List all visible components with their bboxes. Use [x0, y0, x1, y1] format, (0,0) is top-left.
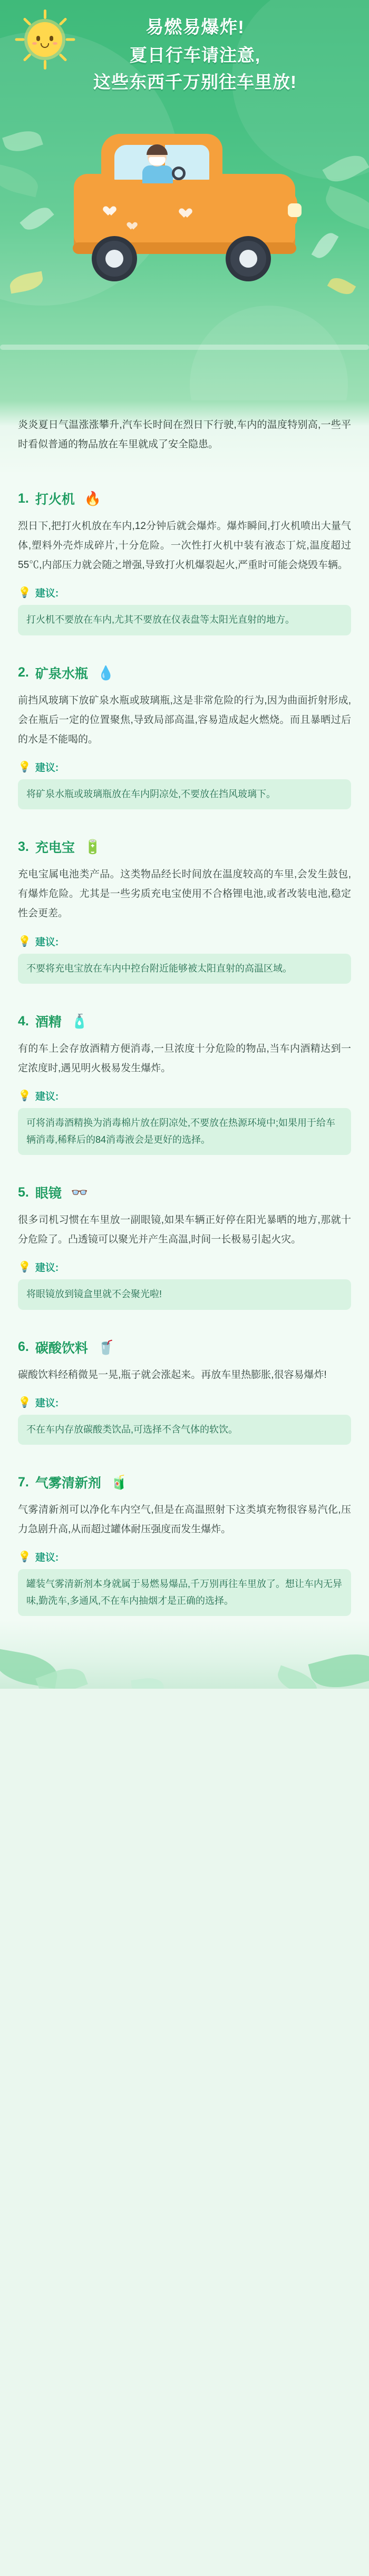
- air-freshener-icon: 🧃: [110, 1474, 128, 1491]
- sections-container: [0, 472, 369, 1620]
- advice-text: 将眼镜放到镜盒里就不会聚光啦!: [18, 1279, 351, 1310]
- section-header: [18, 837, 351, 856]
- section-title: 酒精: [35, 1015, 62, 1030]
- section-header: [18, 489, 351, 508]
- leaf-decoration: [131, 1676, 164, 1689]
- section-number: 4.: [18, 1013, 29, 1029]
- intro-text: 炎炎夏日气温涨涨攀升,汽车长时间在烈日下行驶,车内的温度特别高,一些平时看似普通的物品放在车里就成了安全隐患。: [18, 419, 351, 450]
- advice-block: [18, 934, 351, 984]
- section-number: 3.: [18, 839, 29, 854]
- advice-label: 建议:: [35, 1091, 59, 1103]
- face-mask-icon: [149, 157, 166, 165]
- section-header: [18, 1012, 351, 1031]
- advice-block: [18, 1260, 351, 1310]
- section-4: [0, 998, 369, 1169]
- advice-text: 打火机不要放在车内,尤其不要放在仪表盘等太阳光直射的地方。: [18, 605, 351, 635]
- glasses-icon: 👓: [71, 1184, 89, 1201]
- advice-label: 建议:: [35, 1552, 59, 1564]
- advice-text: 不在车内存放碳酸类饮品,可选择不含气体的软饮。: [18, 1415, 351, 1445]
- advice-label: 建议:: [35, 1397, 59, 1409]
- wheel: [226, 236, 271, 281]
- section-body: 前挡风玻璃下放矿泉水瓶或玻璃瓶,这是非常危险的行为,因为曲面折射形成,会在瓶后一定的位置聚焦,导致局部高温,容易造成起火燃烧。而且暴晒过后的水是不能喝的。: [18, 694, 351, 745]
- water-bottle-icon: 💧: [97, 664, 115, 681]
- alcohol-bottle-icon: 🧴: [71, 1013, 89, 1030]
- footer-decoration: [0, 1620, 369, 1689]
- advice-block: [18, 585, 351, 635]
- advice-block: [18, 1395, 351, 1445]
- section-title: 气雾清新剂: [35, 1476, 101, 1491]
- section-6: [0, 1324, 369, 1460]
- section-title: 矿泉水瓶: [35, 666, 88, 681]
- page-title: [0, 14, 369, 95]
- lightbulb-icon: 💡: [18, 935, 31, 947]
- advice-text: 将矿泉水瓶或玻璃瓶放在车内阴凉处,不要放在挡风玻璃下。: [18, 779, 351, 810]
- soda-can-icon: 🥤: [97, 1339, 115, 1355]
- leaf-decoration: [327, 274, 356, 299]
- section-header: [18, 663, 351, 682]
- advice-label: 建议:: [35, 1262, 59, 1274]
- power-bank-icon: 🔋: [84, 839, 102, 855]
- section-body: 充电宝属电池类产品。这类物品经长时间放在温度较高的车里,会发生鼓包,有爆炸危险。尤其是一些劣质充电宝使用不合格锂电池,或者改装电池,稳定性会更差。: [18, 869, 351, 919]
- decorative-blob: [190, 306, 348, 400]
- wheel: [92, 236, 137, 281]
- intro-block: [0, 400, 369, 472]
- section-body: 烈日下,把打火机放在车内,12分钟后就会爆炸。爆炸瞬间,打火机喷出大量气体,塑料外壳炸成碎片,十分危险。一次性打火机中装有液态丁烷,温度超过55℃,内部压力就会随之增强,导致打火机爆裂起火,严重时可能会烧毁车辆。: [18, 521, 351, 571]
- section-title: 打火机: [35, 492, 75, 507]
- headlight: [288, 203, 302, 217]
- section-title: 碳酸饮料: [35, 1340, 88, 1356]
- section-number: 6.: [18, 1339, 29, 1355]
- section-divider: [18, 1321, 351, 1322]
- title-line-2: 夏日行车请注意,: [129, 45, 261, 65]
- lightbulb-icon: 💡: [18, 1261, 31, 1274]
- section-body: 碳酸饮料经稍微晃一晃,瓶子就会涨起来。再放车里热膨胀,很容易爆炸!: [18, 1369, 327, 1380]
- car-illustration: [69, 111, 300, 285]
- section-body: 很多司机习惯在车里放一副眼镜,如果车辆正好停在阳光暴晒的地方,那就十分危险了。凸透镜可以聚光并产生高温,时间一长极易引起火灾。: [18, 1214, 351, 1246]
- heart-icon: [129, 222, 138, 231]
- lightbulb-icon: 💡: [18, 587, 31, 599]
- advice-block: [18, 1550, 351, 1616]
- lightbulb-icon: 💡: [18, 1551, 31, 1563]
- section-1: [0, 475, 369, 650]
- section-7: [0, 1459, 369, 1620]
- advice-text: 可将消毒酒精换为消毒棉片放在阴凉处,不要放在热源环境中;如果用于给车辆消毒,稀释后的84消毒液会是更好的选择。: [18, 1108, 351, 1155]
- steering-wheel-icon: [172, 166, 186, 180]
- heart-icon: [181, 209, 193, 219]
- title-line-3: 这些东西千万别往车里放!: [93, 72, 297, 92]
- lightbulb-icon: 💡: [18, 1396, 31, 1408]
- section-body: 有的车上会存放酒精方便消毒,一旦浓度十分危险的物品,当车内酒精达到一定浓度时,遇见明火极易发生爆炸。: [18, 1043, 351, 1074]
- section-title: 充电宝: [35, 840, 75, 856]
- section-title: 眼镜: [35, 1186, 62, 1201]
- leaf-decoration: [312, 229, 339, 262]
- section-3: [0, 824, 369, 998]
- section-body: 气雾清新剂可以净化车内空气,但是在高温照射下这类填充物很容易汽化,压力急剧升高,从而超过罐体耐压强度而发生爆炸。: [18, 1504, 351, 1535]
- title-line-1: 易燃易爆炸!: [145, 17, 245, 37]
- section-number: 5.: [18, 1184, 29, 1200]
- advice-label: 建议:: [35, 936, 59, 948]
- section-number: 1.: [18, 491, 29, 506]
- section-header: [18, 1338, 351, 1357]
- leaf-decoration: [308, 1647, 369, 1689]
- advice-text: 不要将充电宝放在车内中控台附近能够被太阳直射的高温区域。: [18, 954, 351, 984]
- section-5: [0, 1169, 369, 1324]
- ground-line: [0, 345, 369, 350]
- advice-label: 建议:: [35, 588, 59, 600]
- advice-block: [18, 1089, 351, 1155]
- section-header: [18, 1473, 351, 1492]
- lightbulb-icon: 💡: [18, 1090, 31, 1102]
- section-number: 2.: [18, 665, 29, 680]
- section-2: [0, 650, 369, 824]
- hero-banner: [0, 0, 369, 400]
- section-header: [18, 1183, 351, 1202]
- advice-text: 罐装气雾清新剂本身就属于易燃易爆品,千万别再往车里放了。想让车内无异味,勤洗车,多通风,不在车内抽烟才是正确的选择。: [18, 1569, 351, 1616]
- heart-icon: [105, 207, 117, 217]
- section-divider: [18, 995, 351, 996]
- driver-figure: [142, 165, 173, 183]
- section-divider: [18, 1456, 351, 1457]
- section-number: 7.: [18, 1474, 29, 1490]
- advice-block: [18, 760, 351, 810]
- advice-label: 建议:: [35, 762, 59, 773]
- leaf-decoration: [321, 186, 369, 231]
- lightbulb-icon: 💡: [18, 761, 31, 773]
- section-divider: [18, 647, 351, 648]
- lighter-icon: 🔥: [84, 491, 102, 507]
